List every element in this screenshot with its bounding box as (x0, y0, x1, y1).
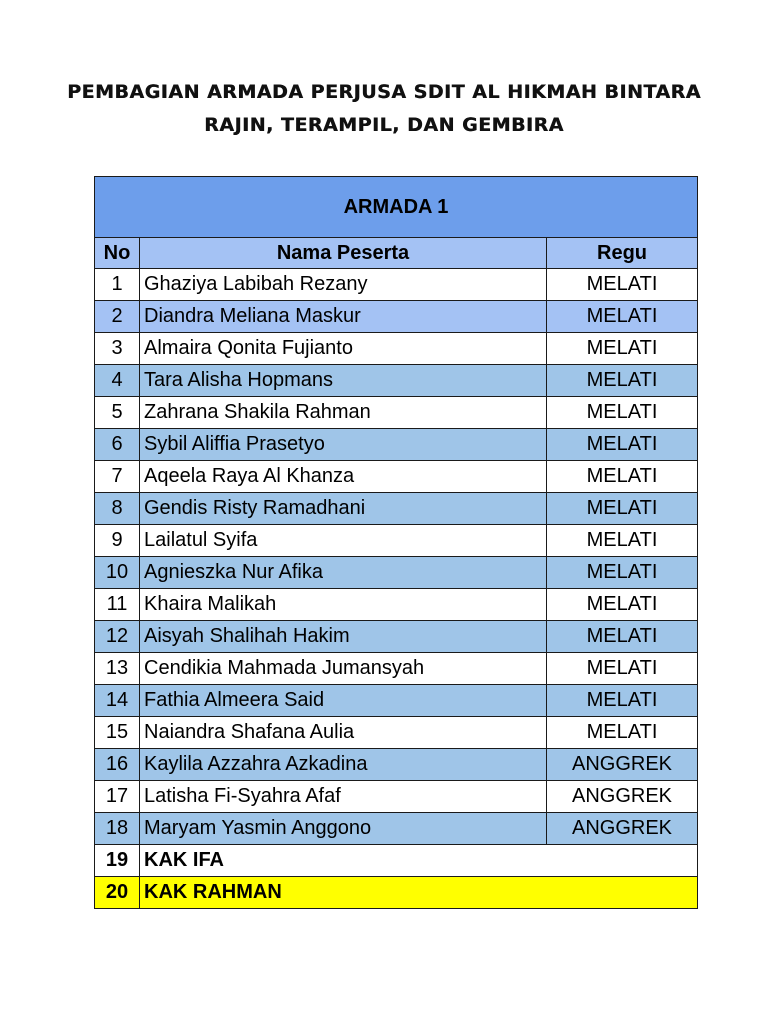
table-row (95, 333, 698, 365)
column-header-no: No (95, 238, 140, 269)
table-row (95, 493, 698, 525)
participant-regu: MELATI (547, 269, 698, 301)
row-number: 19 (95, 845, 140, 877)
participant-name: Aisyah Shalihah Hakim (140, 621, 547, 653)
table-row (95, 717, 698, 749)
armada-title: ARMADA 1 (95, 177, 698, 238)
row-number: 17 (95, 781, 140, 813)
participant-regu: MELATI (547, 557, 698, 589)
row-number: 7 (95, 461, 140, 493)
participant-regu: ANGGREK (547, 813, 698, 845)
table-row (95, 685, 698, 717)
participant-name: Ghaziya Labibah Rezany (140, 269, 547, 301)
row-number: 12 (95, 621, 140, 653)
participant-regu: MELATI (547, 653, 698, 685)
participant-name: Diandra Meliana Maskur (140, 301, 547, 333)
table-row (95, 269, 698, 301)
row-number: 18 (95, 813, 140, 845)
row-number: 5 (95, 397, 140, 429)
participant-regu: MELATI (547, 333, 698, 365)
participant-regu: MELATI (547, 685, 698, 717)
row-number: 6 (95, 429, 140, 461)
armada-header-row (95, 177, 698, 238)
participant-regu: MELATI (547, 397, 698, 429)
row-number: 16 (95, 749, 140, 781)
participant-name: Maryam Yasmin Anggono (140, 813, 547, 845)
table-row (95, 525, 698, 557)
table-row (95, 557, 698, 589)
participant-name: Khaira Malikah (140, 589, 547, 621)
row-number: 15 (95, 717, 140, 749)
participant-name: Almaira Qonita Fujianto (140, 333, 547, 365)
leader-name: KAK RAHMAN (140, 877, 698, 909)
participant-name: Fathia Almeera Said (140, 685, 547, 717)
row-number: 2 (95, 301, 140, 333)
participant-regu: MELATI (547, 365, 698, 397)
participant-regu: ANGGREK (547, 781, 698, 813)
table-row (95, 589, 698, 621)
participant-name: Aqeela Raya Al Khanza (140, 461, 547, 493)
column-header-row (95, 238, 698, 269)
participant-name: Tara Alisha Hopmans (140, 365, 547, 397)
participant-regu: MELATI (547, 429, 698, 461)
table-row (95, 813, 698, 845)
table-row (95, 301, 698, 333)
row-number: 14 (95, 685, 140, 717)
participant-regu: MELATI (547, 589, 698, 621)
document-title: PEMBAGIAN ARMADA PERJUSA SDIT AL HIKMAH BINTARA (67, 81, 701, 103)
participant-regu: MELATI (547, 621, 698, 653)
participant-regu: MELATI (547, 525, 698, 557)
table-row (95, 429, 698, 461)
row-number: 3 (95, 333, 140, 365)
table-row (95, 653, 698, 685)
participant-regu: MELATI (547, 301, 698, 333)
participant-name: Cendikia Mahmada Jumansyah (140, 653, 547, 685)
column-header-name: Nama Peserta (140, 238, 547, 269)
row-number: 13 (95, 653, 140, 685)
participant-name: Zahrana Shakila Rahman (140, 397, 547, 429)
row-number: 8 (95, 493, 140, 525)
participant-name: Latisha Fi-Syahra Afaf (140, 781, 547, 813)
participant-name: Kaylila Azzahra Azkadina (140, 749, 547, 781)
row-number: 20 (95, 877, 140, 909)
table-row (95, 781, 698, 813)
participants-table (94, 176, 698, 909)
participant-regu: MELATI (547, 461, 698, 493)
participant-name: Naiandra Shafana Aulia (140, 717, 547, 749)
participant-name: Gendis Risty Ramadhani (140, 493, 547, 525)
row-number: 9 (95, 525, 140, 557)
table-row (95, 461, 698, 493)
column-header-regu: Regu (547, 238, 698, 269)
table-row (95, 397, 698, 429)
table-row (95, 621, 698, 653)
leader-row-highlighted (95, 877, 698, 909)
participant-name: Agnieszka Nur Afika (140, 557, 547, 589)
participant-regu: MELATI (547, 717, 698, 749)
table-row (95, 749, 698, 781)
row-number: 1 (95, 269, 140, 301)
leader-row (95, 845, 698, 877)
table-row (95, 365, 698, 397)
participant-name: Lailatul Syifa (140, 525, 547, 557)
participant-regu: MELATI (547, 493, 698, 525)
participant-name: Sybil Aliffia Prasetyo (140, 429, 547, 461)
row-number: 4 (95, 365, 140, 397)
row-number: 10 (95, 557, 140, 589)
document-subtitle: RAJIN, TERAMPIL, DAN GEMBIRA (204, 114, 564, 136)
row-number: 11 (95, 589, 140, 621)
leader-name: KAK IFA (140, 845, 698, 877)
participant-regu: ANGGREK (547, 749, 698, 781)
